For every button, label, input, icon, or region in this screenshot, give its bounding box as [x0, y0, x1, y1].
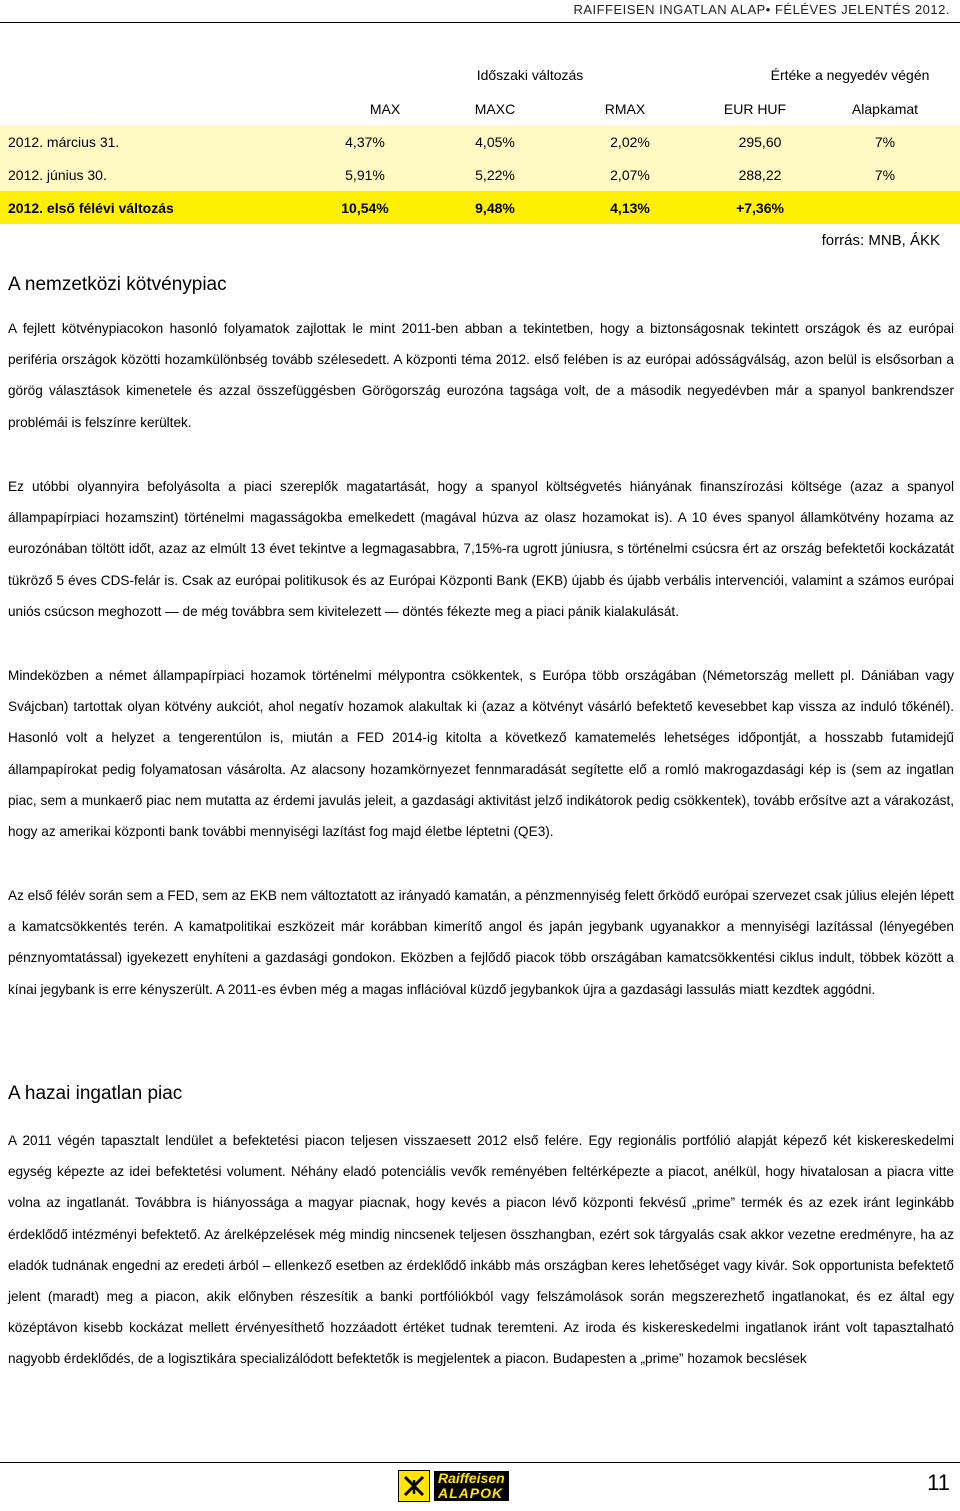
footer-rule: [0, 1462, 960, 1463]
row-label: 2012. első félévi változás: [8, 199, 174, 216]
cell-rmax: 4,13%: [610, 199, 650, 216]
cell-eurhuf: +7,36%: [736, 199, 784, 216]
paragraph: Az első félév során sem a FED, sem az EKB nem változtatott az irányadó kamatán, a pénzmennyiség felett őrködő európai szervezet csak július elején lépett a kamatcsökkentés terén. A kamatpolitikai eszközeit már korábban kimerítő angol és japán jegybank ugyanakkor a mennyiségi lazítással (lényegében pénznyomtatással) igyekezett enyhíteni a gazdasági gondokon. Eközben a fejlődő piacok több országában kamatcsökkentési ciklus indult, többek között a kínai jegybank is erre kényszerült. A 2011-es évben még a magas inflációval küzdő jegybankok újra a gazdasági lassulás miatt kezdtek aggódni.: [8, 888, 955, 997]
row-label: 2012. június 30.: [8, 166, 107, 183]
col-header-rmax: RMAX: [604, 100, 646, 117]
cell-max: 4,37%: [345, 133, 385, 150]
section-title-hazai: A hazai ingatlan piac: [8, 1083, 183, 1104]
report-header: RAIFFEISEN INGATLAN ALAP• FÉLÉVES JELENTÉS 2012.: [573, 2, 950, 17]
row-label: 2012. március 31.: [8, 133, 120, 150]
col-header-maxc: MAXC: [474, 100, 516, 117]
cell-eurhuf: 295,60: [738, 133, 782, 150]
index-table: [0, 57, 960, 224]
paragraph: Mindeközben a német állampapírpiaci hozamok történelmi mélypontra csökkentek, s Európa több országában (Németország mellett pl. Dániában vagy Svájcban) tartottak olyan kötvény aukciót, ahol negatív hozamok alakultak ki (azaz a kötvényt vásárló befektető kevesebbet kap vissza az induló tőkénél). Hasonló volt a helyzet a tengerentúlon is, miután a FED 2014-ig kitolta a következő kamatemelés lehetséges időpontját, a hosszabb futamidejű állampapírokat pedig folyamatosan vásárolta. Az alacsony hozamkörnyezet fennmaradását segítette elő a romló makrogazdasági kép is (sem az ingatlan piac, sem a munkaerő piac nem mutatta az érdemi javulás jeleit, a gazdasági aktivitást jelző indikátorok pedig csökkentek), tovább erősítve azt a várakozást, hogy az amerikai központi bank további mennyiségi lazítást fog majd életbe léptetni (QE3).: [8, 668, 954, 840]
col-header-alapkamat: Alapkamat: [851, 100, 919, 117]
cell-max: 10,54%: [341, 199, 389, 216]
paragraph: A 2011 végén tapasztalt lendület a befektetési piacon teljesen visszaesett 2012 első felére. Egy regionális portfólió alapját képező két kiskereskedelmi egység képezte az idei befektetési volument. Néhány eladó potenciális vevők reményében feltérképezte a piacot, anélkül, hogy hivatalosan a piacra vitte volna az ingatlanát. Továbbra is hiányossága a magyar piacnak, hogy kevés a piacon lévő központi fekvésű „prime” termék és az ezek iránt leginkább érdeklődő intézményi befektető. Az árelképzelések még mindig nincsenek teljesen összhangban, ezért sok tárgyalás csak akkor vezetne eredményre, ha az eladók tudnának engedni az eredeti árból – ellenkező esetben az érdeklődő inkább más országban keres lehetőséget vagy kivár. Sok opportunista befektető jelent (maradt) meg a piacon, akik előnyben részesítik a banki portfóliókból vagy felszámolások során megszerezhető ingatlanokat, és ez által egy középtávon kisebb kockázat mellett érvényesíthető hozzáadott értéket tudnak teremteni. Az iroda és kiskereskedelmi ingatlanok iránt volt tapasztalható nagyobb érdeklődés, de a logisztikára specializálódott befektetők is megjelentek a piacon. Budapesten a „prime” hozamok becslések: [8, 1133, 954, 1367]
paragraph: Ez utóbbi olyannyira befolyásolta a piaci szereplők magatartását, hogy a spanyol költségvetés hiányának finanszírozási költsége (azaz a spanyol állampapírpiaci hozamszint) történelmi magasságokba emelkedett (magával húzva az olasz hozamokat is). A 10 éves spanyol államkötvény hozama az eurozónában töltött időt, azaz az elmúlt 13 évet tekintve a legmagasabbra, 7,15%-ra ugrott júniusra, s történelmi csúcsra ért az ország befektetői kockázatát tükröző 5 éves CDS-felár is. Csak az európai politikusok és az Európai Központi Bank (EKB) újabb és újabb verbális intervenciói, valamint a számos európai uniós csúcson meghozott — de még továbbra sem kivitelezett — döntés fékezte meg a piaci pánik kialakulását.: [8, 479, 954, 619]
cell-alapkamat: 7%: [874, 166, 896, 183]
paragraph: A fejlett kötvénypiacokon hasonló folyamatok zajlottak le mint 2011-ben abban a tekintetben, hogy a biztonságosnak tekintett országok és az európai periféria országok közötti hozamkülönbség tovább szélesedett. A központi téma 2012. első felében is az európai adósságválság, azon belül is elsősorban a görög választások kimenetele és azzal összefüggésben Görögország eurozóna tagsága volt, de a második negyedévben már a spanyol bankrendszer problémái is felszínre kerültek.: [8, 321, 954, 430]
cell-eurhuf: 288,22: [738, 166, 782, 183]
group-header-quarter-end: Értéke a negyedév végén: [770, 66, 930, 83]
cell-maxc: 9,48%: [475, 199, 515, 216]
group-header-period-change: Időszaki változás: [476, 66, 584, 83]
header-rule: [0, 22, 960, 23]
table-column-header-row: [0, 92, 960, 125]
col-header-eurhuf: EUR HUF: [723, 100, 787, 117]
cell-maxc: 5,22%: [475, 166, 515, 183]
logo-text-alapok: ALAPOK: [438, 1485, 504, 1501]
table-row: [0, 191, 960, 224]
cell-maxc: 4,05%: [475, 133, 515, 150]
cell-rmax: 2,07%: [610, 166, 650, 183]
table-row: [0, 158, 960, 191]
table-source: forrás: MNB, ÁKK: [821, 232, 940, 249]
col-header-max: MAX: [369, 100, 401, 117]
cell-rmax: 2,02%: [610, 133, 650, 150]
raiffeisen-logo: [398, 1470, 509, 1502]
section-title-intl: A nemzetközi kötvénypiac: [8, 274, 227, 295]
table-row: [0, 125, 960, 158]
logo-text-raiffeisen: Raiffeisen: [438, 1470, 505, 1486]
cell-alapkamat: 7%: [874, 133, 896, 150]
table-group-header-row: [0, 57, 960, 92]
cell-max: 5,91%: [345, 166, 385, 183]
page-number: 11: [927, 1470, 950, 1495]
raiffeisen-gable-cross-icon: [398, 1470, 430, 1502]
